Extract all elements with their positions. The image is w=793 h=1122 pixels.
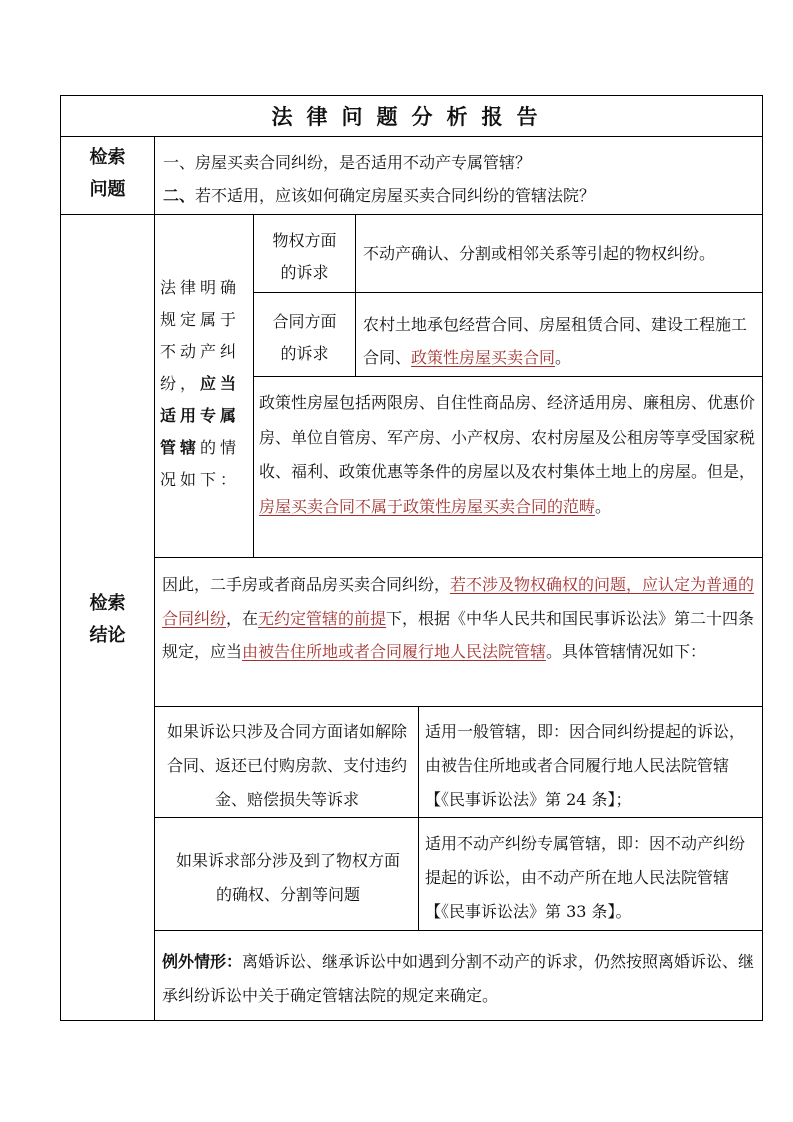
conclusion-highlight-2: 无约定管辖的前提 [258,608,387,628]
question-2: 二、若不适用，应该如何确定房屋买卖合同纠纷的管辖法院？ [163,186,596,205]
exclusive-intro [160,272,250,496]
policy-housing-contract-highlight: 政策性房屋买卖合同 [411,348,556,367]
question-1: 一、房屋买卖合同纠纷，是否适用不动产专属管辖？ [163,153,532,172]
question-heading-line1: 检索 [89,147,126,168]
question-heading-line2: 问题 [89,179,126,200]
exclusive-intro-a: 法律明确规定属于不动产纠纷， [160,278,241,393]
property-claim-category: 物权方面的诉求 [272,231,337,282]
report-title: 法律问题分析报告 [271,105,552,129]
case-2-result: 适用不动产纠纷专属管辖，即：因不动产纠纷提起的诉讼，由不动产所在地人民法院管辖【《民事诉讼法》第 33 条】。 [425,834,746,921]
conclusion-heading-line2: 结论 [89,625,126,646]
conclusion-part4: 。具体管辖情况如下： [546,642,707,661]
property-claim-content: 不动产确认、分割或相邻关系等引起的物权纠纷。 [363,244,716,263]
policy-housing-note-text: 政策性房屋包括两限房、自住性商品房、经济适用房、廉租房、优惠价房、单位自管房、军产房、小产权房、农村房屋及公租房等享受国家税收、福利、政策优惠等条件的房屋以及农村集体土地上的房屋。但是， [259,393,756,481]
conclusion-heading-line1: 检索 [89,593,126,614]
contract-claim-text: 农村土地承包经营合同、房屋租赁合同、建设工程施工合同、 [363,315,748,367]
contract-claim-end: 。 [555,348,572,367]
contract-claim-category: 合同方面的诉求 [272,312,337,363]
exception-text: 离婚诉讼、继承诉讼中如遇到分割不动产的诉求，仍然按照离婚诉讼、继承纠纷诉讼中关于确定管辖法院的规定来确定。 [162,952,755,1005]
conclusion-heading [61,588,154,652]
policy-housing-note-highlight: 房屋买卖合同不属于政策性房屋买卖合同的范畴 [259,496,596,516]
exception-label: 例外情形： [162,952,243,971]
exception-note [162,945,758,1013]
conclusion-part1: 因此，二手房或者商品房买卖合同纠纷， [162,575,451,594]
policy-housing-note-end: 。 [595,496,612,516]
conclusion-paragraph [162,568,758,669]
question-2-text: 若不适用，应该如何确定房屋买卖合同纠纷的管辖法院？ [195,186,596,205]
question-list [163,146,758,212]
exclusive-intro-b: 的情况如下： [160,438,241,489]
contract-claim-content [363,308,759,374]
conclusion-highlight-1: 若不涉及物权确权的问题，应认定为普通的合同纠纷 [162,575,755,628]
case-1-result: 适用一般管辖，即：因合同纠纷提起的诉讼，由被告住所地或者合同履行地人民法院管辖【《民事诉讼法》第 24 条】； [425,722,746,809]
policy-housing-note [259,386,759,524]
conclusion-highlight-3: 由被告住所地或者合同履行地人民法院管辖 [242,642,547,661]
conclusion-part3: 下，根据《中华人民共和国民事诉讼法》第二十四条规定，应当 [162,608,755,661]
case-2-condition: 如果诉求部分涉及到了物权方面的确权、分割等问题 [175,851,400,904]
question-heading [61,142,154,206]
exclusive-intro-bold: 应当适用专属管辖 [160,374,241,457]
conclusion-part2: ，在 [226,608,259,628]
case-1-condition: 如果诉讼只涉及合同方面诸如解除合同、返还已付购房款、支付违约金、赔偿损失等诉求 [166,722,407,809]
